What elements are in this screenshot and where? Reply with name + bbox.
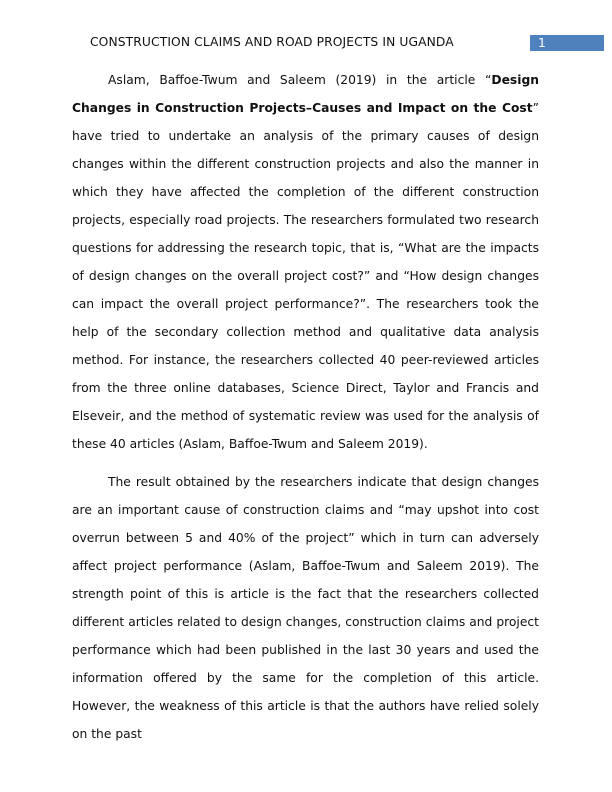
running-head: CONSTRUCTION CLAIMS AND ROAD PROJECTS IN UGANDA — [90, 35, 454, 49]
paragraph-1-body: ” have tried to undertake an analysis of the primary causes of design changes within the different construction projects and also the manner in which they have affected the completion of the different construction projects, especially road projects. The researchers formulated two research questions for addressing the research topic, that is, “What are the impacts of design changes on the overall project cost?” and “How design changes can impact the overall project performance?”. The researchers took the help of the secondary collection method and qualitative data analysis method. For instance, the researchers collected 40 peer-reviewed articles from the three online databases, Science Direct, Taylor and Francis and Elseveir, and the method of systematic review was used for the analysis of these 40 articles (Aslam, Baffoe-Twum and Saleem 2019). — [72, 101, 539, 451]
paragraph-2: The result obtained by the researchers indicate that design changes are an important cause of construction claims and “may upshot into cost overrun between 5 and 40% of the project” which in turn can adversely affect project performance (Aslam, Baffoe-Twum and Saleem 2019). The strength point of this is article is the fact that the researchers collected different articles related to design changes, construction claims and project performance which had been published in the last 30 years and used the information offered by the same for the completion of this article. However, the weakness of this article is that the authors have relied solely on the past — [72, 475, 539, 741]
article-title: Design Changes in Construction Projects–Causes and Impact on the Cost — [72, 73, 539, 115]
paragraph-1-intro: Aslam, Baffoe-Twum and Saleem (2019) in the article “ — [108, 73, 492, 87]
page-number: 1 — [530, 35, 604, 51]
paragraph-1 — [72, 66, 539, 458]
document-body — [72, 66, 539, 748]
